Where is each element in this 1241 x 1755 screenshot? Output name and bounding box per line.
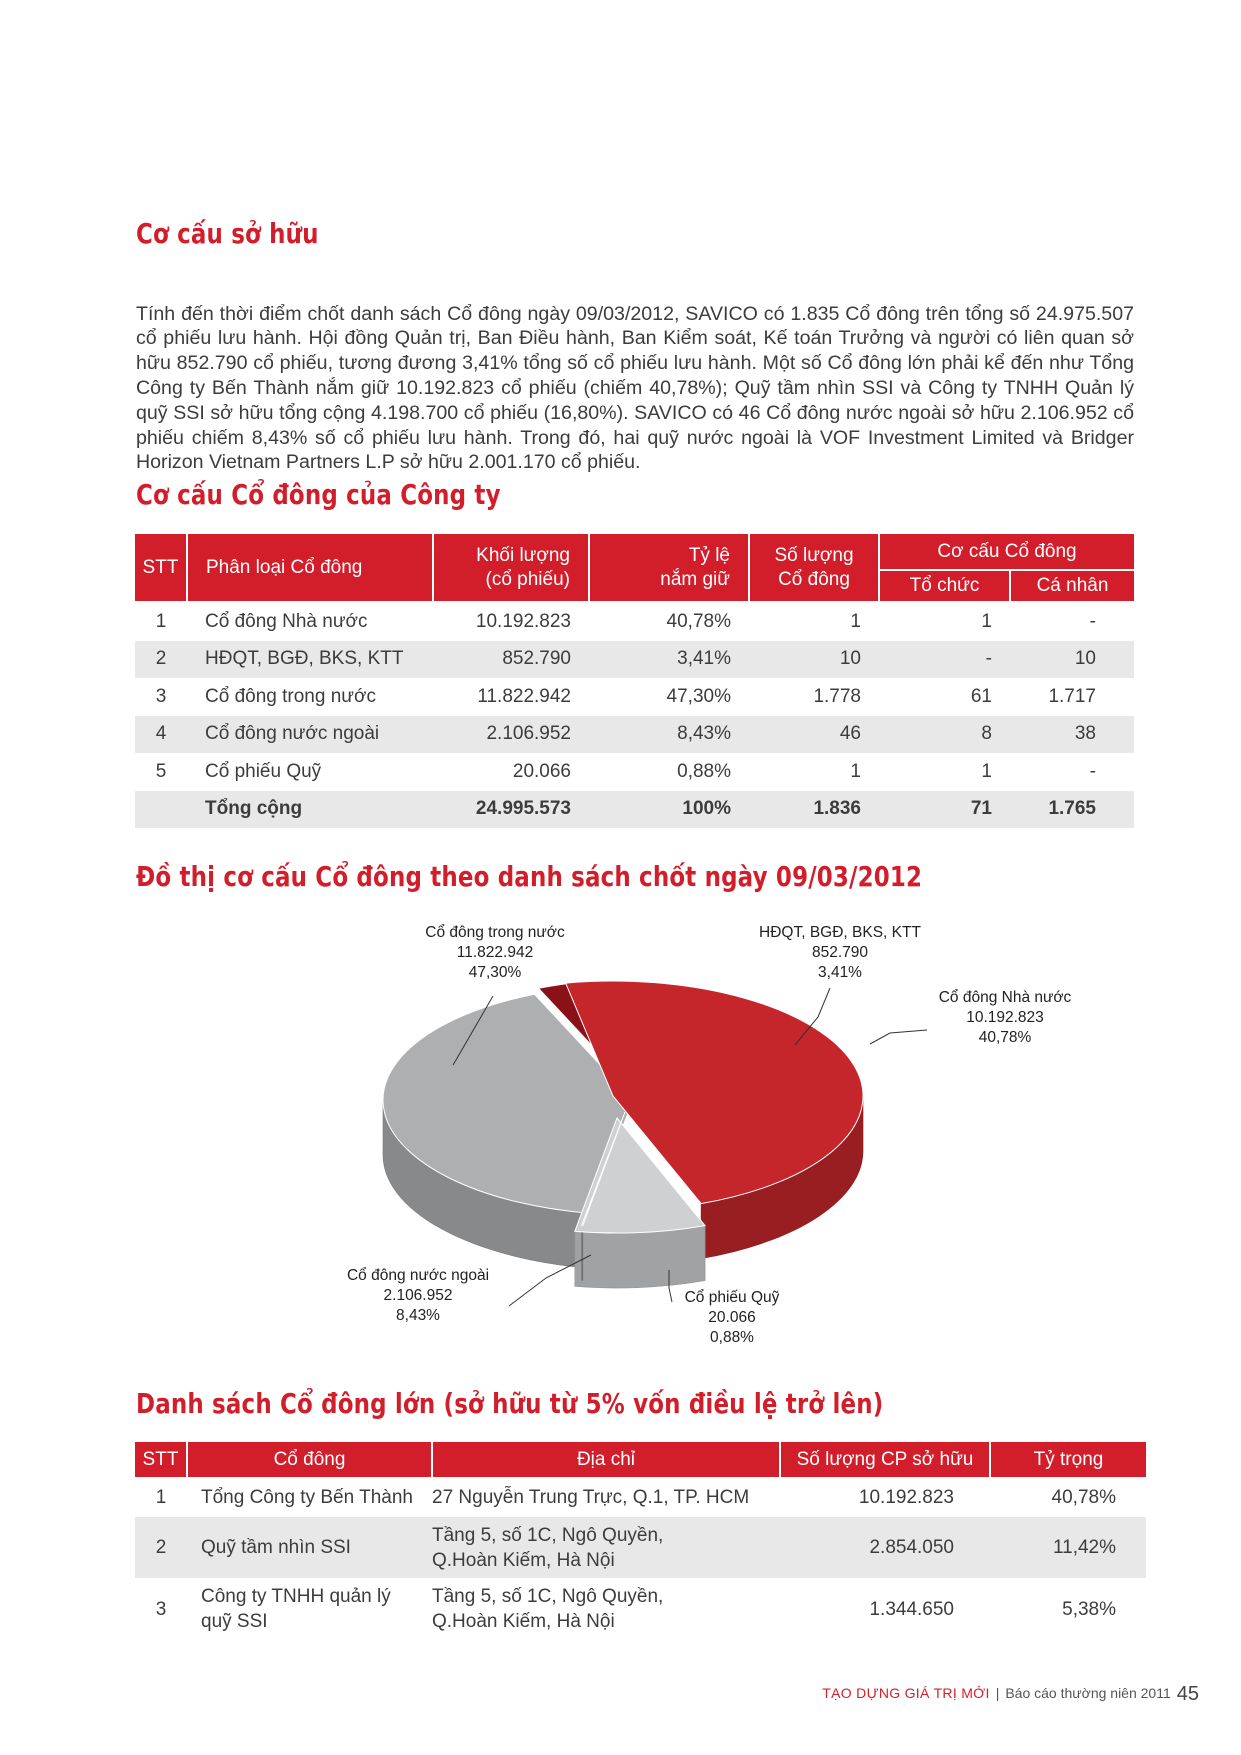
cell-stt: 4	[135, 716, 187, 754]
ownership-heading: Cơ cấu sở hữu	[136, 217, 319, 250]
table-row	[135, 716, 1134, 754]
cell-organization: 1	[981, 610, 992, 632]
major-shareholders-table	[135, 1442, 1146, 1640]
cell-volume: 20.066	[512, 760, 571, 782]
cell-volume: 10.192.823	[475, 610, 571, 632]
table-row	[135, 753, 1134, 791]
major-shareholders-heading: Danh sách Cổ đông lớn (sở hữu từ 5% vốn điều lệ trở lên)	[136, 1387, 884, 1420]
col-header-organization: Tổ chức	[879, 570, 1010, 602]
label-board-name: HĐQT, BGĐ, BKS, KTT	[759, 924, 921, 941]
col-header-stt: STT	[135, 1442, 187, 1477]
cell-stt: 1	[155, 1486, 167, 1508]
cell-address-line1: Tầng 5, số 1C, Ngô Quyền,	[432, 1586, 664, 1607]
slice-label-domestic	[425, 924, 565, 981]
cell-type: Cổ phiếu Quỹ	[205, 760, 322, 782]
col-header-volume	[433, 534, 589, 602]
col-header-holder: Cổ đông	[187, 1442, 432, 1477]
cell-stt: 3	[155, 685, 167, 707]
cell-address	[432, 1578, 780, 1640]
cell-organization: 1	[981, 760, 992, 782]
cell-ratio: 8,43%	[589, 716, 749, 754]
table-row	[135, 602, 1134, 641]
page-footer	[822, 1683, 1199, 1706]
cell-individual: 10	[1010, 641, 1134, 679]
page-number: 45	[1176, 1683, 1199, 1705]
cell-address	[432, 1517, 780, 1578]
cell-individual: 1.717	[1048, 685, 1096, 707]
label-domestic-name: Cổ đông trong nước	[425, 924, 565, 941]
cell-holder-line1: Công ty TNHH quản lý	[201, 1586, 391, 1607]
col-header-count	[749, 534, 879, 602]
cell-stt: 5	[155, 760, 167, 782]
label-foreign-percent: 8,43%	[396, 1307, 440, 1324]
cell-count: 1	[850, 760, 861, 782]
label-treasury-percent: 0,88%	[710, 1329, 754, 1346]
shareholder-pie-chart	[135, 900, 1135, 1380]
cell-holder	[187, 1578, 432, 1640]
cell-count: 10	[749, 641, 879, 679]
cell-stt	[135, 791, 187, 829]
cell-weight: 40,78%	[1051, 1486, 1116, 1508]
cell-address-line1: 27 Nguyễn Trung Trực, Q.1, TP. HCM	[432, 1486, 750, 1508]
col-header-ratio-line1: Tỷ lệ	[688, 544, 730, 566]
cell-ratio: 40,78%	[666, 610, 731, 632]
col-header-individual: Cá nhân	[1010, 570, 1134, 602]
cell-holder	[187, 1517, 432, 1578]
cell-ratio: 47,30%	[666, 685, 731, 707]
cell-holder	[187, 1477, 432, 1517]
cell-shares: 1.344.650	[869, 1598, 954, 1620]
label-state-percent: 40,78%	[978, 1029, 1032, 1046]
col-header-stt: STT	[135, 534, 187, 602]
col-header-address: Địa chỉ	[432, 1442, 780, 1477]
cell-shares: 2.854.050	[780, 1517, 990, 1578]
cell-type: Cổ đông nước ngoài	[187, 716, 433, 754]
col-header-ratio	[589, 534, 749, 602]
cell-total-volume: 24.995.573	[433, 791, 589, 829]
shareholder-structure-table	[135, 534, 1134, 828]
cell-stt: 1	[155, 610, 167, 632]
col-header-weight: Tỷ trọng	[990, 1442, 1146, 1477]
col-header-volume-line1: Khối lượng	[476, 544, 570, 566]
cell-shares: 10.192.823	[858, 1486, 954, 1508]
cell-ratio: 0,88%	[677, 760, 731, 782]
cell-type: HĐQT, BGĐ, BKS, KTT	[187, 641, 433, 679]
cell-count: 1	[850, 610, 861, 632]
pie-slice-side	[575, 1226, 705, 1288]
chart-heading: Đồ thị cơ cấu Cổ đông theo danh sách chốt ngày 09/03/2012	[136, 860, 923, 893]
pie-layer	[383, 981, 863, 1288]
label-foreign-value: 2.106.952	[383, 1287, 453, 1304]
cell-weight: 11,42%	[990, 1517, 1146, 1578]
col-header-volume-line2: (cổ phiếu)	[485, 568, 570, 590]
cell-total-individual: 1.765	[1010, 791, 1134, 829]
col-header-shares: Số lượng CP sở hữu	[780, 1442, 990, 1477]
cell-count: 1.778	[813, 685, 861, 707]
table-row	[135, 1517, 1146, 1578]
cell-holder-line1: Quỹ tầm nhìn SSI	[201, 1537, 351, 1558]
cell-count: 46	[749, 716, 879, 754]
cell-address	[432, 1477, 780, 1517]
col-header-count-line2: Cổ đông	[778, 568, 850, 590]
label-domestic-percent: 47,30%	[468, 964, 522, 981]
col-header-structure: Cơ cấu Cổ đông	[879, 534, 1134, 570]
label-board-value: 852.790	[811, 944, 869, 961]
slice-label-board	[759, 924, 921, 981]
cell-volume: 2.106.952	[433, 716, 589, 754]
pie-slice-side	[582, 1225, 583, 1280]
cell-total-ratio: 100%	[589, 791, 749, 829]
table-row	[135, 1578, 1146, 1640]
table-row	[135, 1477, 1146, 1517]
cell-total-count: 1.836	[749, 791, 879, 829]
cell-volume: 852.790	[433, 641, 589, 679]
footer-separator: |	[995, 1685, 1000, 1701]
cell-organization: -	[879, 641, 1010, 679]
cell-address-line1: Tầng 5, số 1C, Ngô Quyền,	[432, 1524, 664, 1546]
cell-stt: 2	[135, 641, 187, 679]
cell-holder-line2: quỹ SSI	[201, 1611, 268, 1632]
table-total-row	[135, 791, 1134, 829]
cell-type: Cổ đông trong nước	[205, 685, 376, 707]
cell-address-line2: Q.Hoàn Kiếm, Hà Nội	[432, 1611, 615, 1632]
cell-ratio: 3,41%	[589, 641, 749, 679]
label-state-value: 10.192.823	[966, 1009, 1044, 1026]
cell-total-organization: 71	[879, 791, 1010, 829]
cell-organization: 8	[879, 716, 1010, 754]
cell-address-line2: Q.Hoàn Kiếm, Hà Nội	[432, 1549, 615, 1571]
cell-individual: -	[1089, 610, 1096, 632]
cell-individual: -	[1089, 760, 1096, 782]
label-foreign-name: Cổ đông nước ngoài	[346, 1267, 490, 1284]
cell-weight: 5,38%	[1062, 1598, 1116, 1620]
footer-slogan: TẠO DỰNG GIÁ TRỊ MỚI	[822, 1685, 990, 1701]
footer-report-name: Báo cáo thường niên 2011	[1005, 1685, 1171, 1701]
slice-label-treasury	[685, 1289, 780, 1346]
cell-volume: 11.822.942	[477, 685, 571, 707]
ownership-paragraph: Tính đến thời điểm chốt danh sách Cổ đông ngày 09/03/2012, SAVICO có 1.835 Cổ đông trên tổng số 24.975.507 cổ phiếu lưu hành. Hội đồng Quản trị, Ban Điều hành, Ban Kiểm soát, Kế toán Trưởng và người có liên quan sở hữu 852.790 cổ phiếu, tương đương 3,41% tổng số cổ phiếu lưu hành. Một số Cổ đông lớn phải kể đến như Tổng Công ty Bến Thành nắm giữ 10.192.823 cổ phiếu (chiếm 40,78%); Quỹ tầm nhìn SSI và Công ty TNHH Quản lý quỹ SSI sở hữu tổng cộng 4.198.700 cổ phiếu (16,80%). SAVICO có 46 Cổ đông nước ngoài sở hữu 2.106.952 cổ phiếu chiếm 8,43% số cổ phiếu lưu hành. Trong đó, hai quỹ nước ngoài là VOF Investment Limited và Bridger Horizon Vietnam Partners L.P sở hữu 2.001.170 cổ phiếu.	[136, 302, 1134, 474]
label-state-name: Cổ đông Nhà nước	[938, 989, 1072, 1006]
cell-stt: 2	[135, 1517, 187, 1578]
label-domestic-value: 11.822.942	[456, 944, 534, 961]
cell-holder-line1: Tổng Công ty Bến Thành	[201, 1486, 413, 1508]
label-board-percent: 3,41%	[818, 964, 862, 981]
structure-heading: Cơ cấu Cổ đông của Công ty	[136, 478, 501, 511]
cell-individual: 38	[1010, 716, 1134, 754]
col-header-count-line1: Số lượng	[774, 544, 854, 566]
cell-type: Cổ đông Nhà nước	[205, 610, 368, 632]
table-row	[135, 641, 1134, 679]
table-row	[135, 678, 1134, 716]
label-treasury-name: Cổ phiếu Quỹ	[684, 1289, 780, 1306]
cell-organization: 61	[970, 685, 992, 707]
slice-label-state	[939, 989, 1072, 1046]
leader-line-state	[870, 1030, 927, 1044]
col-header-ratio-line2: nắm giữ	[660, 568, 730, 590]
label-treasury-value: 20.066	[708, 1309, 756, 1326]
cell-stt: 3	[155, 1598, 167, 1620]
cell-total-label: Tổng cộng	[187, 791, 433, 829]
col-header-type: Phân loại Cổ đông	[187, 534, 433, 602]
slice-label-foreign	[347, 1267, 489, 1324]
